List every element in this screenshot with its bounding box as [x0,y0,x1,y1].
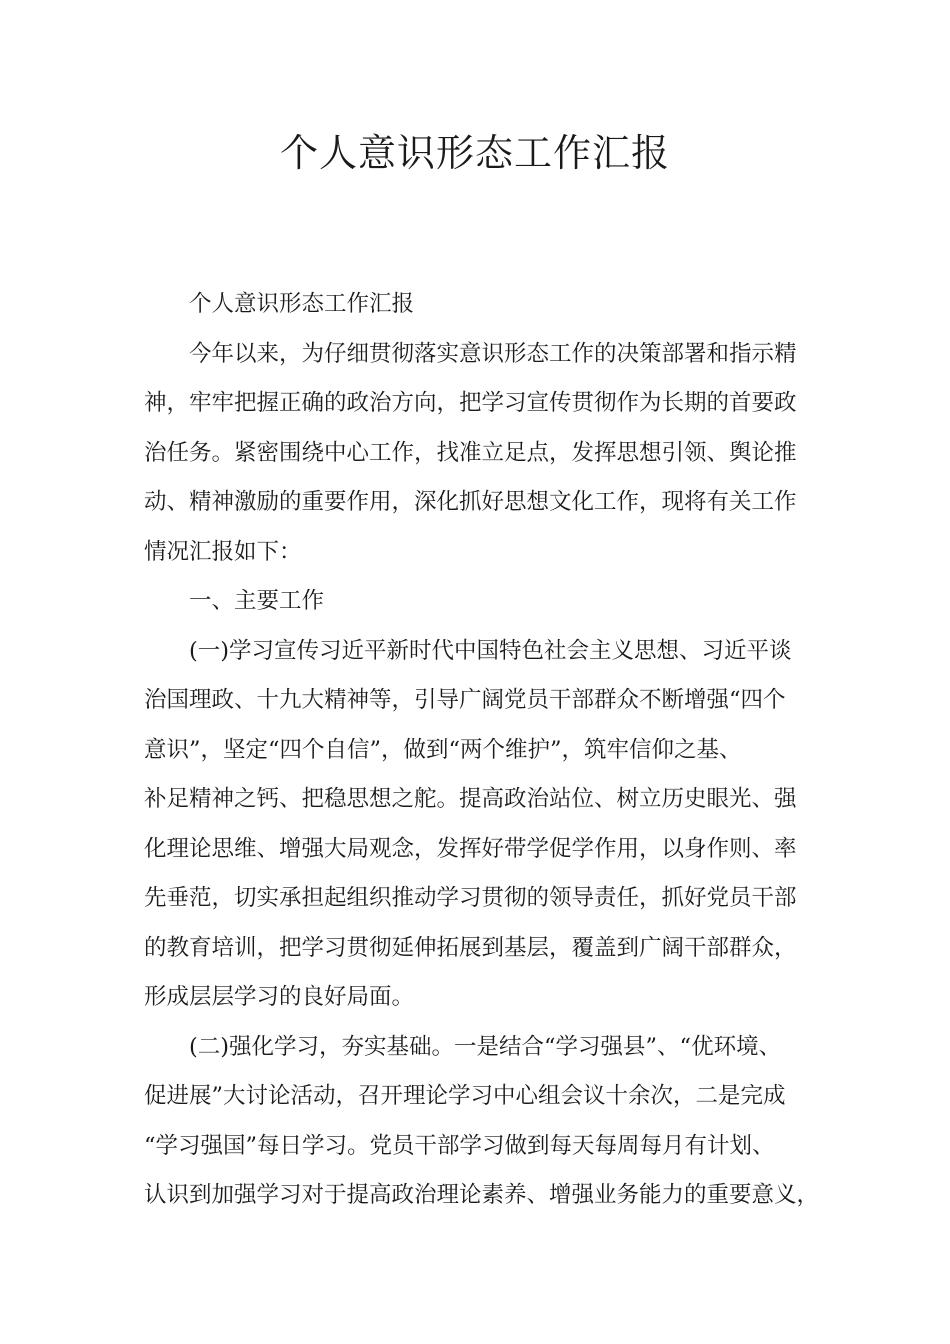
text-line: 治国理政、十九大精神等，引导广阔党员干部群众不断增强“四个 [144,687,786,713]
paragraph-intro [144,330,824,578]
paragraph-section-2 [144,1023,824,1221]
paragraph-section-1 [144,627,824,1023]
document-title: 个人意识形态工作汇报 [279,131,670,175]
text-line: (一)学习宣传习近平新时代中国特色社会主义思想、习近平谈 [189,637,792,664]
text-line: “学习强国”每日学习。党员干部学习做到每天每周每月有计划、 [144,1132,775,1159]
text-line: 神，牢牢把握正确的政治方向，把学习宣传贯彻作为长期的首要政 [144,390,797,416]
text-line: 先垂范，切实承担起组织推动学习贯彻的领导责任，抓好党员干部 [144,885,797,911]
paragraph-heading [144,280,824,330]
text-line: 动、精神激励的重要作用，深化抓好思想文化工作，现将有关工作 [144,489,797,515]
text-line: 的教育培训，把学习贯彻延伸拓展到基层，覆盖到广阔干部群众， [144,934,797,961]
text-line: 补足精神之钙、把稳思想之舵。提高政治站位、树立历史眼光、强 [144,786,797,812]
document-body [144,280,824,1221]
text-line: 促进展”大讨论活动，召开理论学习中心组会议十余次，二是完成 [144,1083,786,1109]
section-heading [144,577,824,627]
text-line: 化理论思维、增强大局观念，发挥好带学促学作用，以身作则、率 [144,835,797,862]
text-line: 一、主要工作 [189,588,325,614]
text-line: 形成层层学习的良好局面。 [144,984,415,1010]
text-line: 今年以来，为仔细贯彻落实意识形态工作的决策部署和指示精 [189,340,797,367]
text-line: 认识到加强学习对于提高政治理论素养、增强业务能力的重要意义， [144,1182,820,1208]
text-line: 意识”，坚定“四个自信”，做到“两个维护”，筑牢信仰之基、 [144,736,742,763]
text-line: (二)强化学习，夯实基础。一是结合“学习强县”、“优环境、 [189,1033,782,1060]
text-line: 治任务。紧密围绕中心工作，找准立足点，发挥思想引领、舆论推 [144,439,797,466]
text-line: 个人意识形态工作汇报 [189,291,415,317]
text-line: 情况汇报如下： [144,538,302,565]
